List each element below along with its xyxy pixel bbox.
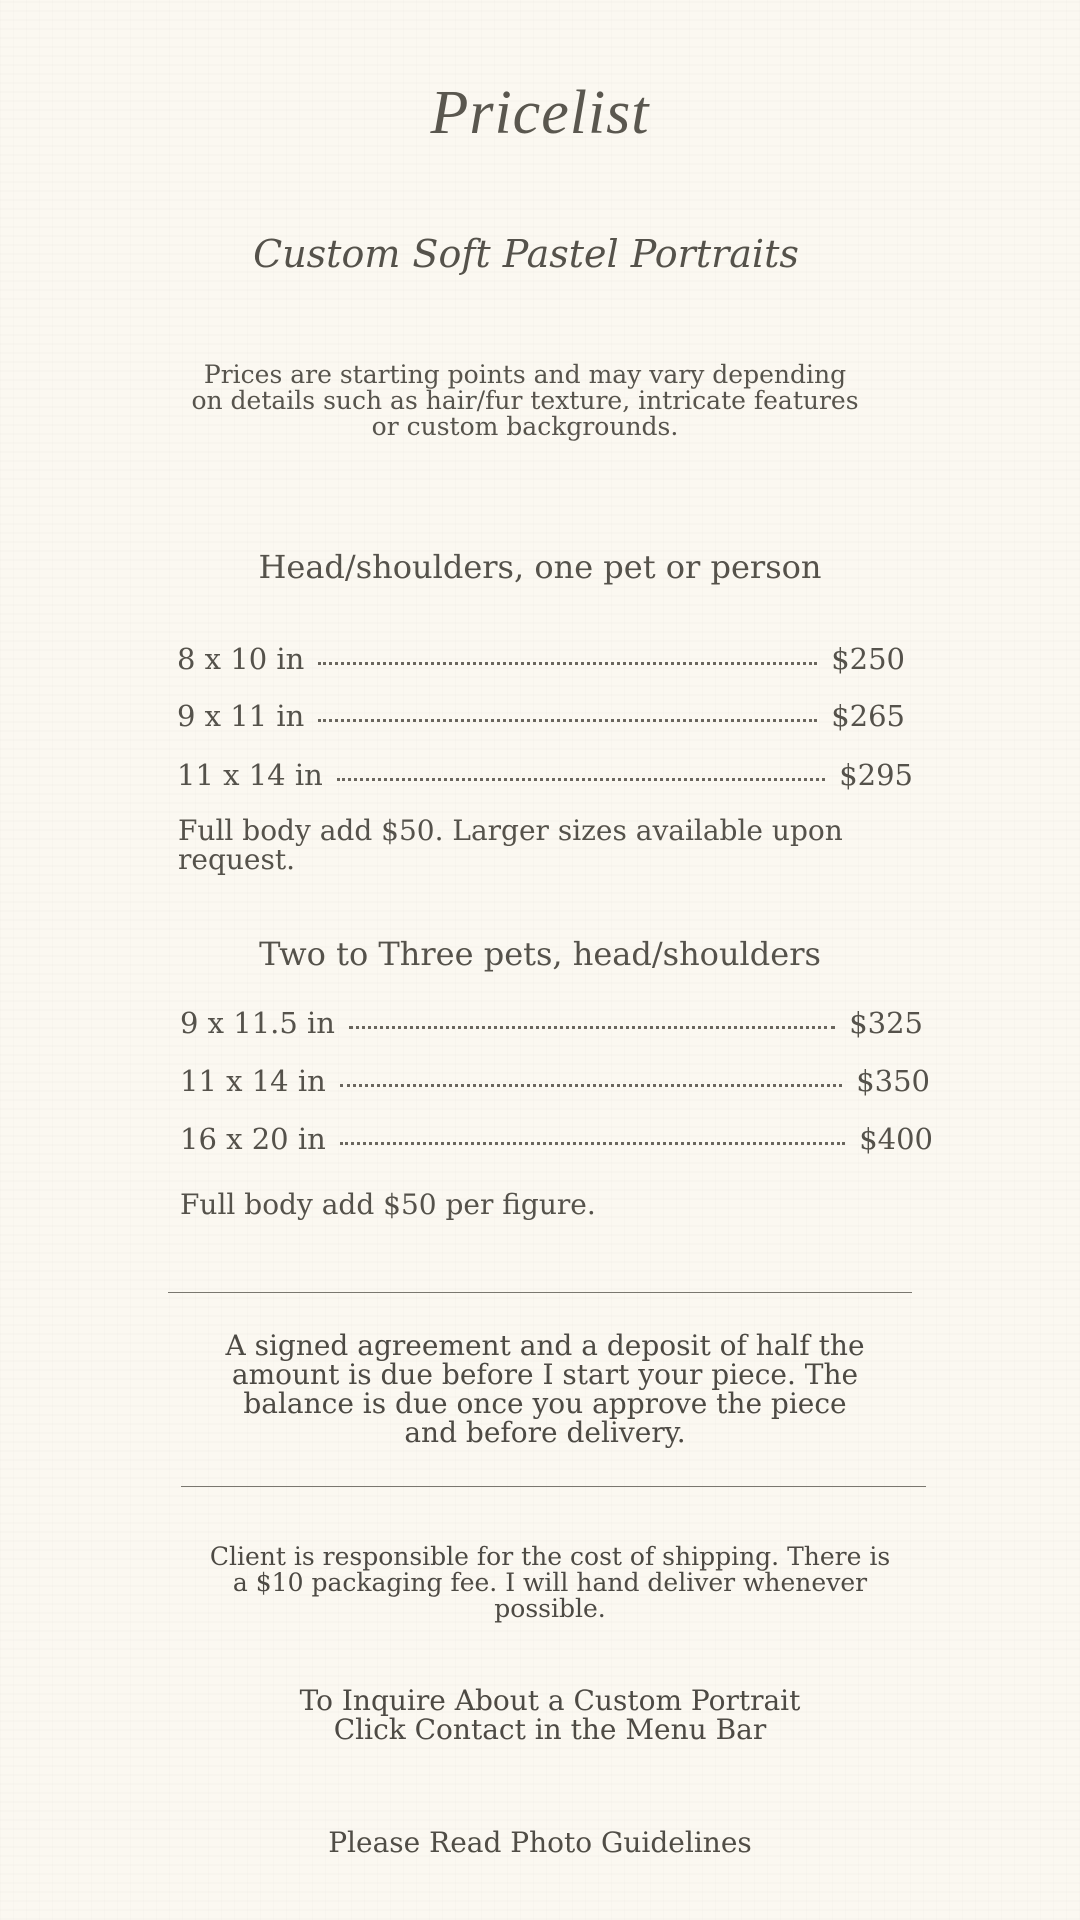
subtitle: Custom Soft Pastel Portraits [253,232,799,276]
price-row [180,1006,923,1040]
dot-leader [318,662,817,665]
page-title: Pricelist [430,79,650,147]
price-value: $325 [849,1006,923,1040]
price-row [180,1122,933,1156]
section-heading-single: Head/shoulders, one pet or person [258,548,822,586]
divider [168,1292,912,1293]
section-note: Full body add $50. Larger sizes available upon request. [178,814,843,876]
divider [181,1486,926,1487]
price-value: $250 [831,642,905,676]
dot-leader [340,1084,842,1087]
price-row [177,758,913,792]
dot-leader [349,1026,835,1029]
price-value: $295 [839,758,913,792]
dot-leader [337,778,825,781]
size-label: 11 x 14 in [180,1064,326,1098]
intro-text: Prices are starting points and may vary depending on details such as hair/fur texture, intricate features or custom backgrounds. [191,360,859,441]
price-value: $400 [859,1122,933,1156]
inquire-line-1: To Inquire About a Custom Portrait [299,1684,801,1717]
size-label: 9 x 11.5 in [180,1006,335,1040]
shipping-text: Client is responsible for the cost of shipping. There is a $10 packaging fee. I will hand deliver whenever possible. [209,1542,891,1623]
agreement-text: A signed agreement and a deposit of half the amount is due before I start your piece. The balance is due once you approve the piece and before delivery. [225,1329,865,1449]
dot-leader [340,1142,845,1145]
section-note: Full body add $50 per figure. [180,1188,596,1221]
inquire-text [240,1686,860,1744]
price-value: $350 [856,1064,930,1098]
photo-guidelines-link[interactable]: Please Read Photo Guidelines [328,1826,752,1859]
size-label: 9 x 11 in [177,699,305,733]
inquire-line-2: Click Contact in the Menu Bar [333,1713,767,1746]
size-label: 16 x 20 in [180,1122,326,1156]
dot-leader [318,719,817,722]
price-row [177,699,905,733]
price-row [177,642,905,676]
price-row [180,1064,930,1098]
size-label: 11 x 14 in [177,758,323,792]
section-heading-multi: Two to Three pets, head/shoulders [259,935,821,973]
price-value: $265 [831,699,905,733]
size-label: 8 x 10 in [177,642,305,676]
